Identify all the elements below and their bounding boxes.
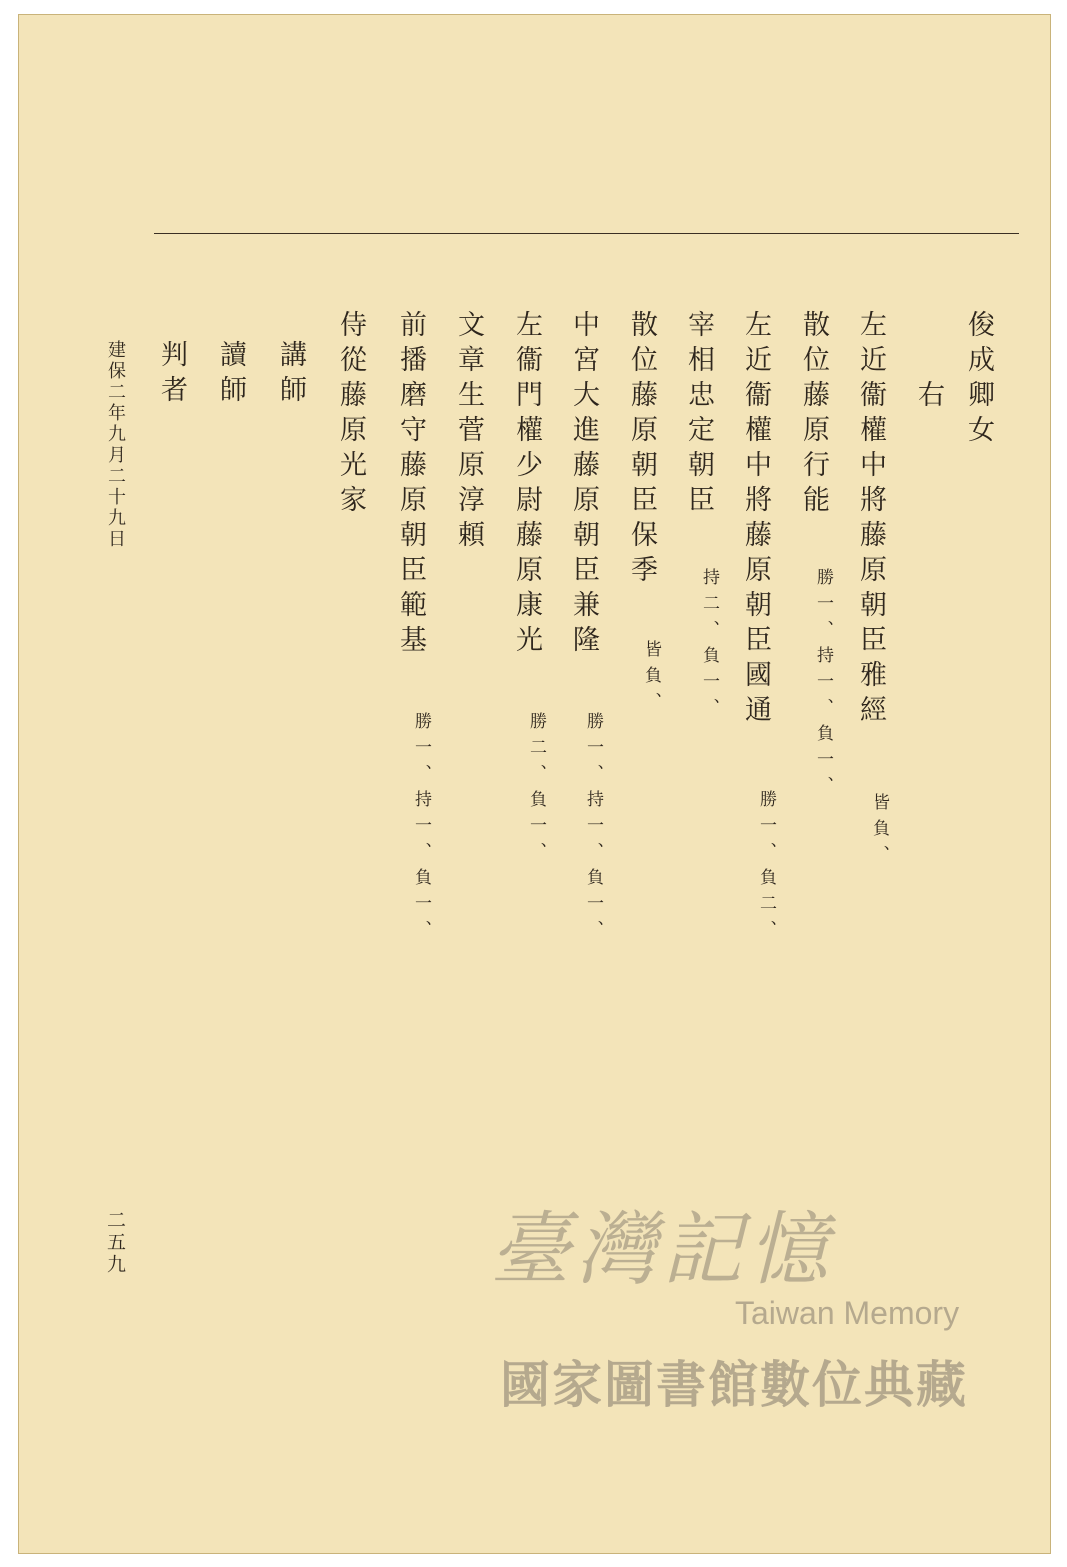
result-yasumitsu: 勝二、負一、 xyxy=(526,712,546,868)
top-rule xyxy=(154,233,1019,234)
column-kanetaka: 中宮大進藤原朝臣兼隆 xyxy=(568,310,599,660)
column-yukiyoshi: 散位藤原行能 xyxy=(798,310,829,520)
column-mitsuie: 侍從藤原光家 xyxy=(335,310,366,520)
column-kunimichi: 左近衞權中將藤原朝臣國通 xyxy=(740,310,771,730)
result-noriki: 勝一、持一、負一、 xyxy=(411,712,431,946)
column-author: 俊成卿女 xyxy=(963,310,994,450)
result-yasusue: 皆負、 xyxy=(641,640,661,718)
column-right-team: 右 xyxy=(913,380,944,415)
column-masatsune: 左近衞權中將藤原朝臣雅經 xyxy=(855,310,886,730)
watermark-english: Taiwan Memory xyxy=(735,1295,960,1331)
column-atsuyori: 文章生菅原淳頼 xyxy=(453,310,484,555)
column-dokushi: 讀師 xyxy=(215,340,246,410)
watermark-title: 臺灣記憶 xyxy=(490,1203,834,1296)
page-number: 二五九 xyxy=(104,1210,126,1276)
column-date: 建保二年九月二十九日 xyxy=(105,340,126,550)
column-yasusue: 散位藤原朝臣保季 xyxy=(626,310,657,590)
watermark-institution: 國家圖書館數位典藏 xyxy=(500,1356,968,1414)
column-tadasada: 宰相忠定朝臣 xyxy=(683,310,714,520)
result-kanetaka: 勝一、持一、負一、 xyxy=(583,712,603,946)
result-yukiyoshi: 勝一、持一、負一、 xyxy=(813,568,833,802)
column-noriki: 前播磨守藤原朝臣範基 xyxy=(395,310,426,660)
column-koshi: 講師 xyxy=(275,340,306,410)
result-tadasada: 持二、負一、 xyxy=(699,568,719,724)
column-yasumitsu: 左衞門權少尉藤原康光 xyxy=(511,310,542,660)
result-masatsune: 皆負、 xyxy=(869,793,889,871)
result-kunimichi: 勝一、負二、 xyxy=(756,790,776,946)
column-hanja: 判者 xyxy=(156,340,187,410)
